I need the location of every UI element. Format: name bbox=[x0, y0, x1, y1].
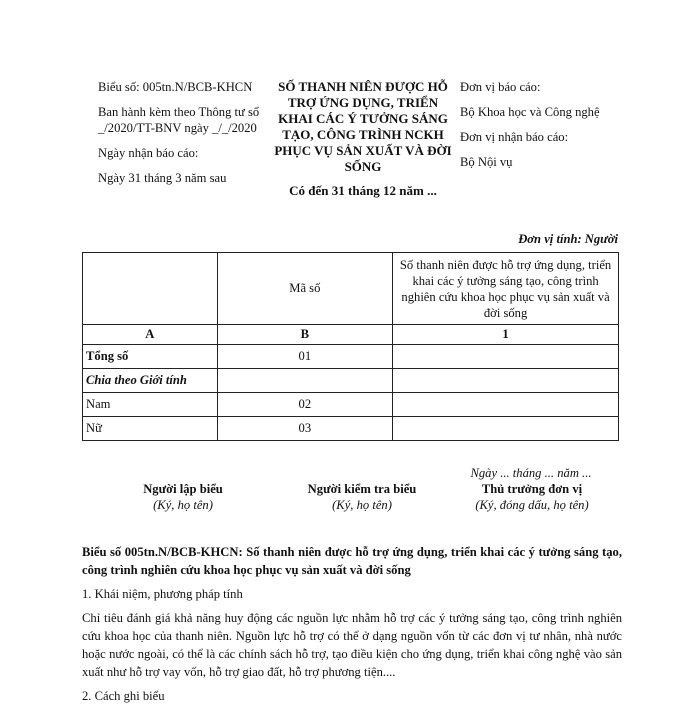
row-label: Chia theo Giới tính bbox=[83, 369, 218, 393]
section1-body: Chỉ tiêu đánh giá khả năng huy động các nguồn lực nhằm hỗ trợ các ý tưởng sáng tạo, công trình nghiên cứu khoa học của thanh niên. Nguồn lực hỗ trợ có thể ở dạng nguồn vốn từ các đơn vị tư nhân, nhà nước hoặc nước ngoài, có thể là các chính sách hỗ trợ, tạo điều kiện cho ứng dụng, triển khai công nghệ vào sản xuất như hỗ trợ vay vốn, hỗ trợ giao đất, hỗ trợ phương tiện.... bbox=[82, 611, 622, 679]
preparer-note: (Ký, họ tên) bbox=[153, 498, 213, 512]
signature-date-line: Ngày ... tháng ... năm ... bbox=[470, 466, 592, 480]
row-code: 03 bbox=[217, 417, 393, 441]
table-row bbox=[83, 345, 619, 369]
signature-preparer bbox=[120, 481, 246, 513]
receive-unit-value: Bộ Nội vụ bbox=[460, 155, 513, 169]
report-table bbox=[82, 252, 619, 441]
preparer-role: Người lập biểu bbox=[143, 482, 223, 496]
row-code: 01 bbox=[217, 345, 393, 369]
signature-checker bbox=[294, 481, 430, 513]
header-center bbox=[272, 79, 454, 199]
form-title: SỐ THANH NIÊN ĐƯỢC HỖ TRỢ ỨNG DỤNG, TRIỂN KHAI CÁC Ý TƯỞNG SÁNG TẠO, CÔNG TRÌNH NCKH PHỤC VỤ SẢN XUẤT VÀ ĐỜI SỐNG bbox=[274, 79, 452, 174]
section2-title: 2. Cách ghi biểu bbox=[82, 689, 165, 703]
header-cell-value: Số thanh niên được hỗ trợ ứng dụng, triển khai các ý tưởng sáng tạo, công trình nghiên cứu khoa học phục vụ sản xuất và đời sống bbox=[393, 253, 619, 325]
report-unit-value: Bộ Khoa học và Công nghệ bbox=[460, 105, 600, 119]
row-label: Tổng số bbox=[83, 345, 218, 369]
section1-title: 1. Khái niệm, phương pháp tính bbox=[82, 587, 243, 601]
explanation bbox=[82, 543, 622, 711]
row-code bbox=[217, 369, 393, 393]
issued-with: Ban hành kèm theo Thông tư số _/2020/TT-BNV ngày _/_/2020 bbox=[98, 105, 260, 135]
form-code: Biểu số: 005tn.N/BCB-KHCN bbox=[98, 80, 253, 94]
head-role: Thủ trưởng đơn vị bbox=[481, 482, 583, 496]
table-header-row bbox=[83, 253, 619, 325]
table-row bbox=[83, 369, 619, 393]
table-index-row bbox=[83, 325, 619, 345]
row-value bbox=[393, 393, 619, 417]
signature-head bbox=[456, 481, 608, 513]
index-cell-a: A bbox=[83, 325, 218, 345]
table-row bbox=[83, 417, 619, 441]
table-row bbox=[83, 393, 619, 417]
index-cell-b: B bbox=[217, 325, 393, 345]
receive-date-label: Ngày nhận báo cáo: bbox=[98, 146, 199, 160]
index-cell-1: 1 bbox=[393, 325, 619, 345]
receive-unit-label: Đơn vị nhận báo cáo: bbox=[460, 130, 569, 144]
header-cell-label bbox=[83, 253, 218, 325]
row-label: Nữ bbox=[83, 417, 218, 441]
header-cell-code: Mã số bbox=[217, 253, 393, 325]
row-label: Nam bbox=[83, 393, 218, 417]
receive-date-value: Ngày 31 tháng 3 năm sau bbox=[98, 171, 227, 185]
row-value bbox=[393, 369, 619, 393]
checker-note: (Ký, họ tên) bbox=[332, 498, 392, 512]
report-unit-label: Đơn vị báo cáo: bbox=[460, 80, 541, 94]
header-left bbox=[98, 79, 268, 195]
head-note: (Ký, đóng dấu, họ tên) bbox=[475, 498, 589, 512]
row-value bbox=[393, 345, 619, 369]
checker-role: Người kiểm tra biểu bbox=[307, 482, 417, 496]
header-right bbox=[460, 79, 620, 179]
row-code: 02 bbox=[217, 393, 393, 417]
row-value bbox=[393, 417, 619, 441]
form-subtitle: Có đến 31 tháng 12 năm ... bbox=[289, 183, 437, 198]
unit-note: Đơn vị tính: Người bbox=[518, 232, 618, 246]
explanation-heading: Biểu số 005tn.N/BCB-KHCN: Số thanh niên được hỗ trợ ứng dụng, triển khai các ý tưởng sáng tạo, công trình nghiên cứu khoa học phục vụ sản xuất và đời sống bbox=[82, 545, 622, 577]
